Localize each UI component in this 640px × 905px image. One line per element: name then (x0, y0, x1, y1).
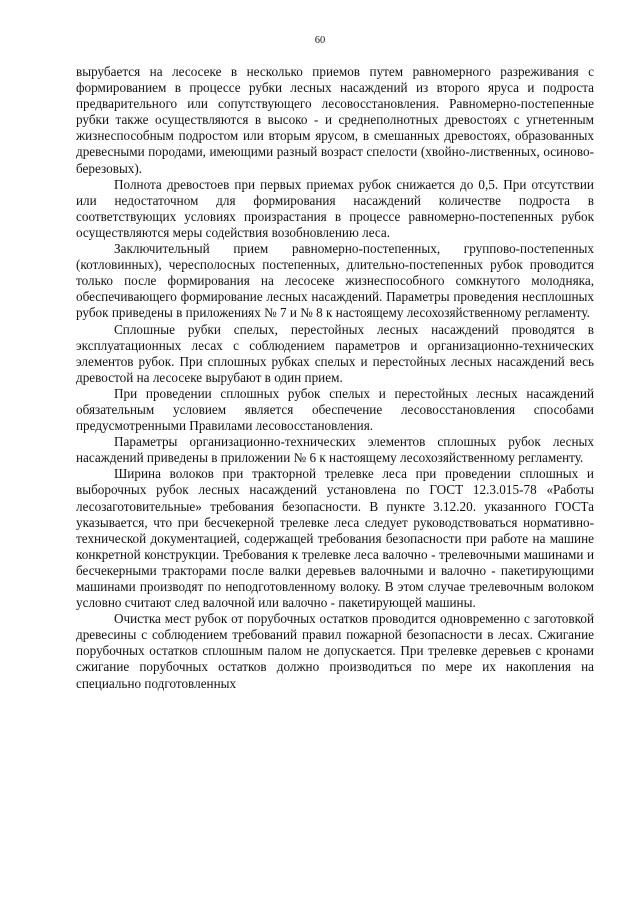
paragraph-5: При проведении сплошных рубок спелых и перестойных лесных насаждений обязательным условием является обеспечение лесовосстановления способами предусмотренными Правилами лесовосстановления. (76, 385, 594, 434)
paragraph-8: Очистка мест рубок от порубочных остатков проводится одновременно с заготовкой древесины с соблюдением требований правил пожарной безопасности в лесах. Сжигание порубочных остатков сплошным палом не допускается. При трелевке деревьев с кронами сжигание порубочных остатков должно производиться по мере их накопления на специально подготовленных (76, 611, 594, 691)
paragraph-3: Заключительный прием равномерно-постепенных, группово-постепенных (котловинных), чересполосных постепенных, длительно-постепенных рубок проводится только после формирования на лесосеке жизнеспособного сомкнутого молодняка, обеспечивающего формирование лесных насаждений. Параметры проведения несплошных рубок приведены в приложениях № 7 и № 8 к настоящему лесохозяйственному регламенту. (76, 241, 594, 321)
page-number: 60 (314, 35, 326, 46)
paragraph-2: Полнота древостоев при первых приемах рубок снижается до 0,5. При отсутствии или недостаточном для формирования насаждений количестве подроста в соответствующих условиях произрастания в процессе равномерно-постепенных рубок осуществляются меры содействия возобновлению леса. (76, 176, 594, 240)
document-body (76, 64, 594, 692)
paragraph-6: Параметры организационно-технических элементов сплошных рубок лесных насаждений приведены в приложении № 6 к настоящему лесохозяйственному регламенту. (76, 434, 594, 466)
paragraph-4: Сплошные рубки спелых, перестойных лесных насаждений проводятся в эксплуатационных лесах с соблюдением параметров и организационно-технических элементов рубок. При сплошных рубках спелых и перестойных лесных насаждений весь древостой на лесосеке вырубают в один прием. (76, 321, 594, 385)
paragraph-7: Ширина волоков при тракторной трелевке леса при проведении сплошных и выборочных рубок лесных насаждений установлена по ГОСТ 12.3.015-78 «Работы лесозаготовительные» требования безопасности. В пункте 3.12.20. указанного ГОСТа указывается, что при бесчекерной трелевке леса следует руководствоваться нормативно-технической документацией, содержащей требования безопасности при работе на машине конкретной конструкции. Требования к трелевке леса валочно - трелевочными машинами и бесчекерными тракторами после валки деревьев валочными и валочно - пакетирующими машинами производят по неподготовленному волоку. В этом случае трелевочным волоком условно считают след валочной или валочно - пакетирующей машины. (76, 466, 594, 611)
paragraph-1: вырубается на лесосеке в несколько приемов путем равномерного разреживания с формированием в процессе рубки лесных насаждений из второго яруса и подроста предварительного или сопутствующего лесовосстановления. Равномерно-постепенные рубки также осуществляются в высоко - и среднеполнотных древостоях с угнетенным жизнеспособным подростом или вторым ярусом, в смешанных древостоях, образованных древесными породами, имеющими разный возраст спелости (хвойно-лиственных, осиново-березовых). (76, 64, 594, 176)
